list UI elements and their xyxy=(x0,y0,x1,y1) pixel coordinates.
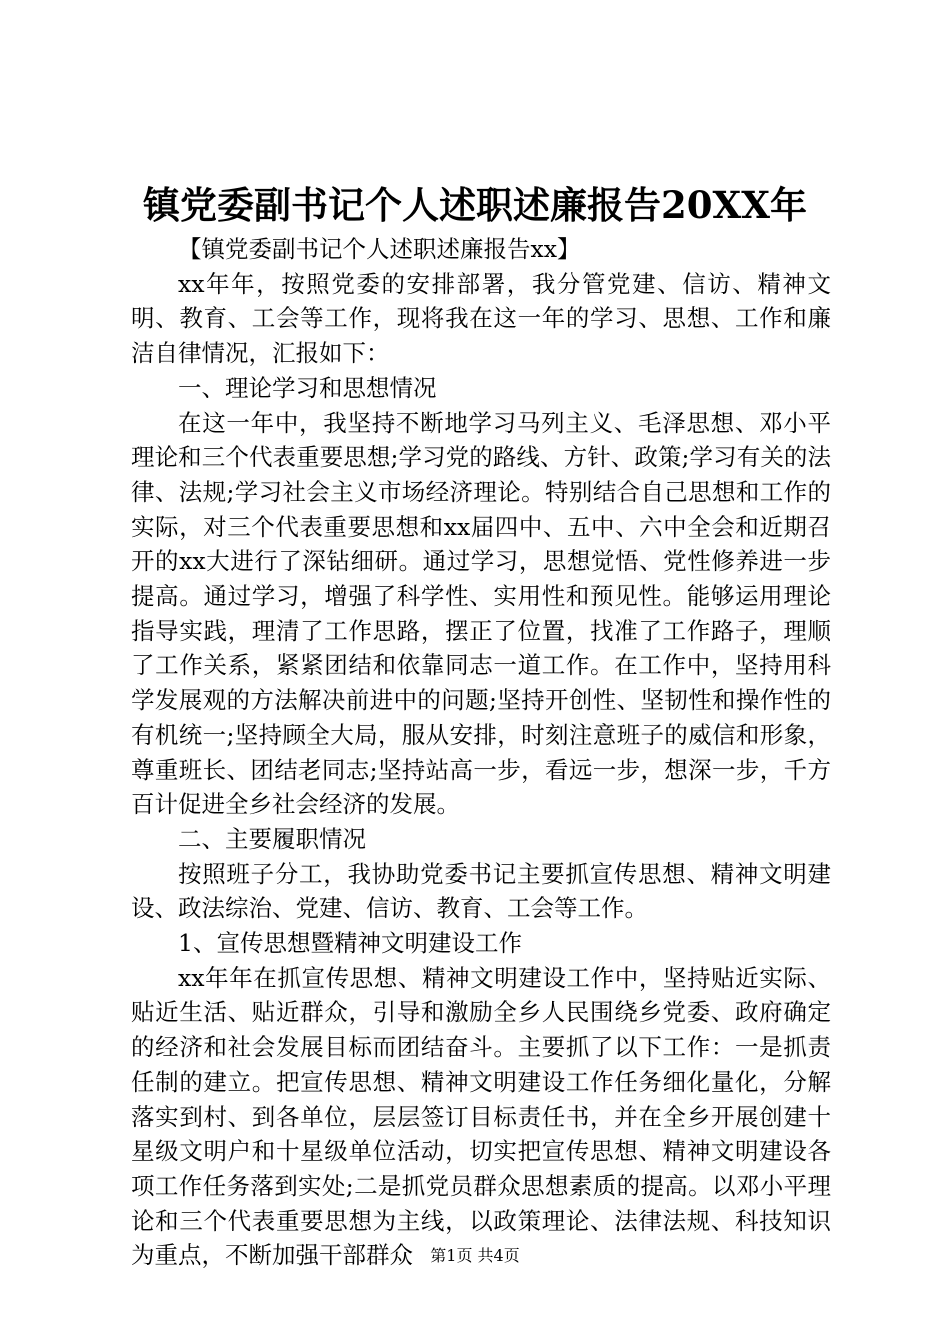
section-heading-1: 一、理论学习和思想情况 xyxy=(178,373,437,402)
paragraph-duties: 按照班子分工，我协助党委书记主要抓宣传思想、精神文明建设、政法综治、党建、信访、教育、工会等工作。 xyxy=(131,859,831,923)
document-title: 镇党委副书记个人述职述廉报告20XX年 xyxy=(143,183,807,227)
document-body xyxy=(131,232,831,1273)
subsection-heading-1: 1、宣传思想暨精神文明建设工作 xyxy=(178,929,522,958)
section-heading-2: 二、主要履职情况 xyxy=(178,824,366,853)
paragraph-intro: xx年年，按照党委的安排部署，我分管党建、信访、精神文明、教育、工会等工作，现将我在这一年的学习、思想、工作和廉洁自律情况，汇报如下： xyxy=(131,269,831,368)
paragraph-subtitle: 【镇党委副书记个人述职述廉报告xx】 xyxy=(178,235,581,263)
paragraph-propaganda-work: xx年年在抓宣传思想、精神文明建设工作中，坚持贴近实际、贴近生活、贴近群众，引导和激励全乡人民围绕乡党委、政府确定的经济和社会发展目标而团结奋斗。主要抓了以下工作：一是抓责任制的建立。把宣传思想、精神文明建设工作任务细化量化，分解落实到村、到各单位，层层签订目标责任书，并在全乡开展创建十星级文明户和十星级单位活动，切实把宣传思想、精神文明建设各项工作任务落到实处;二是抓党员群众思想素质的提高。以邓小平理论和三个代表重要思想为主线，以政策理论、法律法规、科技知识为重点，不断加强干部群众 xyxy=(131,963,831,1270)
paragraph-theory-study: 在这一年中，我坚持不断地学习马列主义、毛泽思想、邓小平理论和三个代表重要思想;学习党的路线、方针、政策;学习有关的法律、法规;学习社会主义市场经济理论。特别结合自己思想和工作的实际，对三个代表重要思想和xx届四中、五中、六中全会和近期召开的xx大进行了深钻细研。通过学习，思想觉悟、党性修养进一步提高。通过学习，增强了科学性、实用性和预见性。能够运用理论指导实践，理清了工作思路，摆正了位置，找准了工作路子，理顺了工作关系，紧紧团结和依靠同志一道工作。在工作中，坚持用科学发展观的方法解决前进中的问题;坚持开创性、坚韧性和操作性的有机统一;坚持顾全大局，服从安排，时刻注意班子的威信和形象，尊重班长、团结老同志;坚持站高一步，看远一步，想深一步，千方百计促进全乡社会经济的发展。 xyxy=(131,408,831,819)
page-number-footer: 第1页 共4页 xyxy=(430,1246,520,1265)
